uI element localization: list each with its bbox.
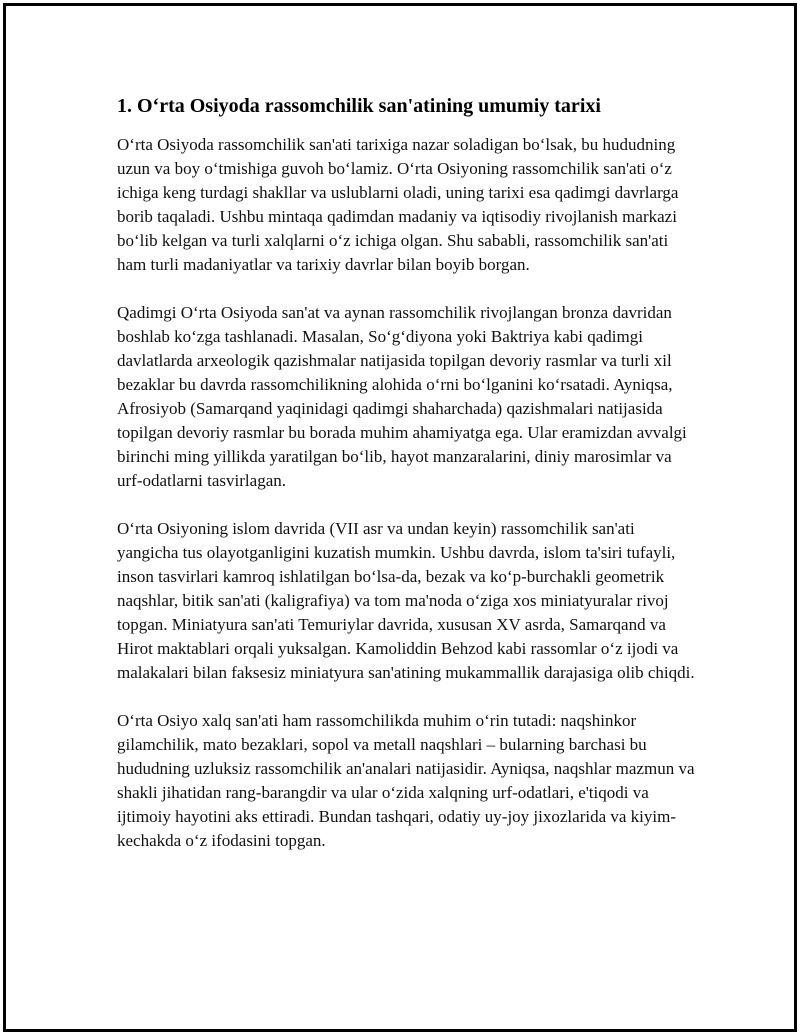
paragraph-islamic-period: O‘rta Osiyoning islom davrida (VII asr va undan keyin) rassomchilik san'ati yangicha tus olayotganligini kuzatish mumkin. Ushbu davrda, islom ta'siri tufayli, inson tasvirlari kamroq ishlatilgan bo‘lsa-da, bezak va ko‘p-burchakli geometrik naqshlar, bitik san'ati (kaligrafiya) va tom ma'noda o‘ziga xos miniatyuralar rivoj topgan. Miniatyura san'ati Temuriylar davrida, xususan XV asrda, Samarqand va Hirot maktablari orqali yuksalgan. Kamoliddin Behzod kabi rassomlar o‘z ijodi va malakalari bilan faksesiz miniatyura san'atining mukammallik darajasiga olib chiqdi.	[117, 519, 695, 682]
document-body	[117, 92, 697, 877]
paragraph-ancient-period: Qadimgi O‘rta Osiyoda san'at va aynan rassomchilik rivojlangan bronza davridan boshlab ko‘zga tashlanadi. Masalan, So‘g‘diyona yoki Baktriya kabi qadimgi davlatlarda arxeologik qazishmalar natijasida topilgan devoriy rasmlar va turli xil bezaklar bu davrda rassomchilikning alohida o‘rni bo‘lganini ko‘rsatadi. Ayniqsa, Afrosiyob (Samarqand yaqinidagi qadimgi shaharchada) qazishmalari natijasida topilgan devoriy rasmlar bu borada muhim ahamiyatga ega. Ular eramizdan avvalgi birinchi ming yillikda yaratilgan bo‘lib, hayot manzaralarini, diniy marosimlar va urf-odatlarni tasvirlagan.	[117, 303, 687, 490]
section-heading: 1. O‘rta Osiyoda rassomchilik san'atining umumiy tarixi	[117, 95, 601, 117]
paragraph-folk-art: O‘rta Osiyo xalq san'ati ham rassomchilikda muhim o‘rin tutadi: naqshinkor gilamchilik, mato bezaklari, sopol va metall naqshlari – bularning barchasi bu hududning uzluksiz rassomchilik an'analari natijasidir. Ayniqsa, naqshlar mazmun va shakli jihatidan rang-barangdir va ular o‘zida xalqning urf-odatlari, e'tiqodi va ijtimoiy hayotini aks ettiradi. Bundan tashqari, odatiy uy-joy jixozlarida va kiyim-kechakda o‘z ifodasini topgan.	[117, 711, 695, 850]
paragraph-intro: O‘rta Osiyoda rassomchilik san'ati tarixiga nazar soladigan bo‘lsak, bu hududning uzun va boy o‘tmishiga guvoh bo‘lamiz. O‘rta Osiyoning rassomchilik san'ati o‘z ichiga keng turdagi shakllar va uslublarni oladi, uning tarixi esa qadimgi davrlarga borib taqaladi. Ushbu mintaqa qadimdan madaniy va iqtisodiy rivojlanish markazi bo‘lib kelgan va turli xalqlarni o‘z ichiga olgan. Shu sababli, rassomchilik san'ati ham turli madaniyatlar va tarixiy davrlar bilan boyib borgan.	[117, 135, 679, 274]
